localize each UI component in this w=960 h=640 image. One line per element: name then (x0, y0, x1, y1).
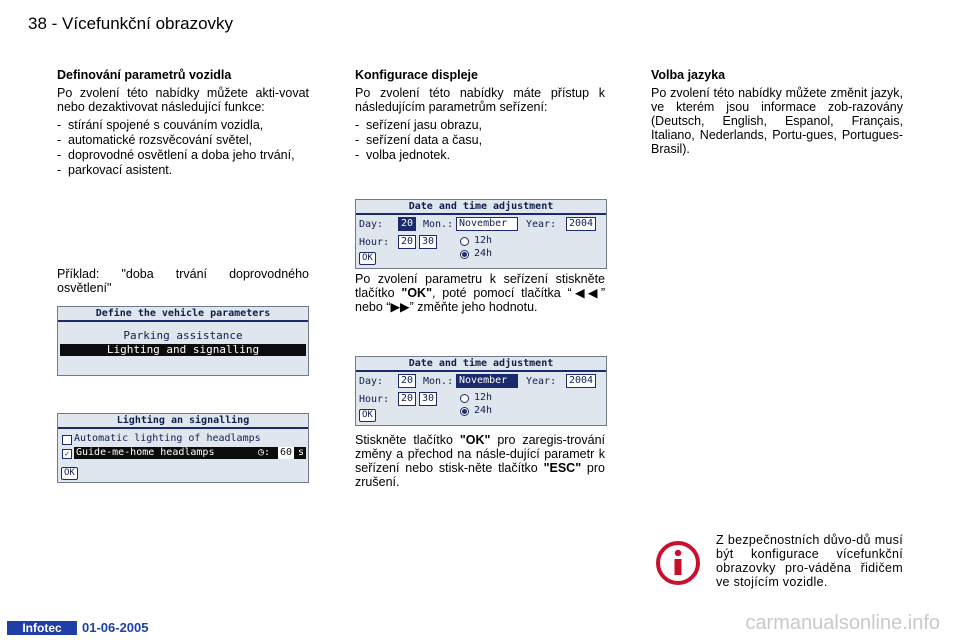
screen-date-time-b (355, 356, 607, 426)
section-heading: Konfigurace displeje (355, 68, 478, 82)
radio-24h[interactable] (460, 407, 469, 416)
year-label: Year: (526, 376, 557, 387)
language-text: Po zvolení této nabídky můžete změnit jazyk, ve kterém jsou informace zob-razovány (Deutsch, English, Espanol, Français, Italiano, Nederlands, Portu-gues, Portugues-Brasil). (651, 86, 903, 156)
checkbox-auto-lighting[interactable] (62, 435, 72, 445)
auto-lighting-label: Automatic lighting of headlamps (74, 433, 261, 444)
example-text: Příklad: "doba trvání doprovodného osvětlení" (57, 267, 309, 295)
instruction-part: pro zrušení. (355, 461, 605, 489)
screen-define-parameters (57, 306, 309, 376)
day-label: Day: (359, 219, 384, 230)
radio-12h[interactable] (460, 237, 469, 246)
watermark: carmanualsonline.info (745, 612, 940, 634)
page-title: 38 - Vícefunkční obrazovky (28, 14, 234, 33)
ok-key-ref: "OK" (401, 286, 432, 300)
menu-item-lighting-signalling[interactable]: Lighting and signalling (60, 344, 306, 356)
hour-label: Hour: (359, 394, 390, 405)
intro-text: Po zvolení této nabídky můžete akti-vovat nebo dezaktivovat následující funkce: (57, 86, 309, 114)
infotec-logo: Infotec (7, 621, 77, 635)
hour-label: Hour: (359, 237, 390, 248)
section-heading: Definování parametrů vozidla (57, 68, 232, 82)
day-field[interactable]: 20 (398, 217, 416, 231)
month-field[interactable]: November (456, 374, 518, 388)
list-item: - seřízení data a času, (355, 133, 605, 147)
radio-12h[interactable] (460, 394, 469, 403)
section-heading: Volba jazyka (651, 68, 726, 82)
duration-value[interactable]: 60 (280, 447, 293, 458)
instruction-part: , poté pomocí tlačítka “◀◀” nebo “▶▶” změňte jeho hodnotu. (355, 286, 605, 314)
year-label: Year: (526, 219, 557, 230)
year-field[interactable]: 2004 (566, 217, 596, 231)
list-item: - doprovodné osvětlení a doba jeho trvání, (57, 148, 309, 162)
label-12h: 12h (474, 235, 493, 246)
menu-item-parking-assistance[interactable]: Parking assistance (123, 329, 243, 342)
month-label: Mon.: (423, 376, 454, 387)
day-field[interactable]: 20 (398, 374, 416, 388)
list-item: - automatické rozsvěcování světel, (57, 133, 309, 147)
instruction-text-1 (355, 272, 605, 314)
radio-24h[interactable] (460, 250, 469, 259)
label-12h: 12h (474, 392, 493, 403)
checkbox-guide-me-home[interactable]: ✓ (62, 449, 72, 459)
label-24h: 24h (474, 405, 493, 416)
column-display-config (355, 68, 605, 163)
screen-title: Date and time adjustment (356, 357, 606, 372)
minute-field[interactable]: 30 (419, 392, 437, 406)
intro-text: Po zvolení této nabídky máte přístup k následujícím parametrům seřízení: (355, 86, 605, 114)
info-icon (655, 540, 701, 586)
label-24h: 24h (474, 248, 493, 259)
screen-date-time-a (355, 199, 607, 269)
ok-button[interactable]: OK (359, 409, 376, 422)
guide-me-home-row[interactable] (74, 447, 306, 459)
setting-list (355, 118, 605, 162)
column-language (651, 68, 903, 160)
day-label: Day: (359, 376, 384, 387)
year-field[interactable]: 2004 (566, 374, 596, 388)
minute-field[interactable]: 30 (419, 235, 437, 249)
footer-date: 01-06-2005 (82, 620, 149, 635)
safety-note: Z bezpečnostních důvo-dů musí být konfigurace vícefunkční obrazovky pro-váděna řidičem ve stojícím vozidle. (716, 533, 903, 589)
duration-unit: s (298, 447, 305, 458)
hour-field[interactable]: 20 (398, 392, 416, 406)
screen-title: Lighting an signalling (58, 414, 308, 429)
month-label: Mon.: (423, 219, 454, 230)
screen-lighting-signalling (57, 413, 309, 483)
list-item: - volba jednotek. (355, 148, 605, 162)
instruction-part: Stiskněte tlačítko (355, 433, 460, 447)
month-field[interactable]: November (456, 217, 518, 231)
screen-title: Define the vehicle parameters (58, 307, 308, 322)
instruction-text-2 (355, 433, 605, 489)
ok-key-ref: "OK" (459, 433, 491, 447)
ok-button[interactable]: OK (359, 252, 376, 265)
ok-button[interactable]: OK (61, 467, 78, 480)
instruction-part: pro zaregis-trování změny a přechod na násle-dující parametr k seřízení nebo stisk-něte tlačítko (355, 433, 606, 475)
hour-field[interactable]: 20 (398, 235, 416, 249)
screen-title: Date and time adjustment (356, 200, 606, 215)
instruction-part: Po zvolení parametru k seřízení stiskněte tlačítko (355, 272, 605, 300)
list-item: - stírání spojené s couváním vozidla, (57, 118, 309, 132)
list-item: - seřízení jasu obrazu, (355, 118, 605, 132)
column-vehicle-parameters (57, 68, 309, 178)
esc-key-ref: "ESC" (543, 461, 582, 475)
guide-me-home-label: Guide-me-home headlamps (76, 447, 215, 458)
timer-icon: ◷: (258, 447, 271, 458)
list-item: - parkovací asistent. (57, 163, 309, 177)
function-list (57, 118, 309, 177)
